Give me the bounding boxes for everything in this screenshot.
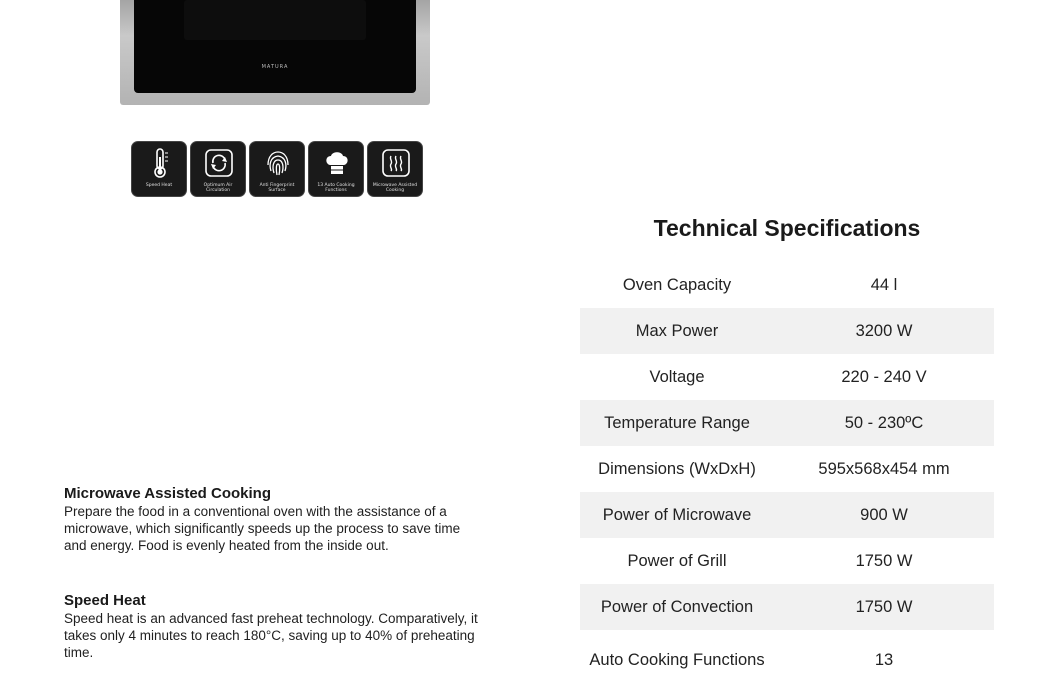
spec-row [580,262,994,308]
spec-label: Power of Convection [600,598,754,616]
oven-window [184,0,366,40]
description-text: Prepare the food in a conventional oven with the assistance of a microwave, which significantly speeds up the process to save time and energy. Food is evenly heated from the inside out. [64,504,461,553]
oven-image [120,0,430,105]
spec-value: 1750 W [855,597,913,616]
description-microwave-assisted [64,485,479,554]
thermometer-icon [145,147,175,179]
spec-row [580,400,994,446]
spec-value: 3200 W [855,321,913,340]
spec-row [580,354,994,400]
spec-row [580,308,994,354]
spec-label: Oven Capacity [622,276,732,294]
spec-value: 1750 W [855,551,913,570]
feature-air-circulation: Optimum Air Circulation [190,141,246,197]
spec-row [580,492,994,538]
spec-value: 220 - 240 V [841,367,927,386]
description-speed-heat [64,592,479,661]
spec-label: Auto Cooking Functions [589,651,765,669]
spec-label: Voltage [649,368,705,386]
spec-value: 13 [874,650,894,669]
description-text: Speed heat is an advanced fast preheat technology. Comparatively, it takes only 4 minutes to reach 180°C, saving up to 40% of preheating time. [64,611,478,660]
spec-label: Power of Microwave [602,506,752,524]
description-title: Speed Heat [64,592,146,609]
spec-value: 44 l [870,275,898,294]
fingerprint-icon [263,147,293,179]
spec-row [580,446,994,492]
feature-microwave-assisted: Microwave Assisted Cooking [367,141,423,197]
description-title: Microwave Assisted Cooking [64,485,271,502]
feature-anti-fingerprint: Anti Fingerprint Surface [249,141,305,197]
oven-door-glass [134,0,416,93]
specs-title: Technical Specifications [653,215,921,241]
oven-brand-logo: MATURA [261,64,289,70]
spec-row [580,584,994,630]
spec-value: 50 - 230ºC [844,413,924,432]
chef-hat-icon [322,147,352,179]
spec-row [580,630,994,690]
specs-table [580,262,994,690]
spec-value: 595x568x454 mm [818,459,950,478]
spec-label: Dimensions (WxDxH) [598,460,756,478]
spec-label: Temperature Range [604,414,750,432]
air-circulation-icon [204,147,234,179]
spec-label: Power of Grill [627,552,727,570]
feature-icons [131,141,423,197]
feature-speed-heat: Speed Heat [131,141,187,197]
microwave-waves-icon [381,147,411,179]
feature-auto-cooking: 13 Auto Cooking Functions [308,141,364,197]
spec-label: Max Power [635,322,719,340]
spec-row [580,538,994,584]
spec-value: 900 W [860,505,908,524]
